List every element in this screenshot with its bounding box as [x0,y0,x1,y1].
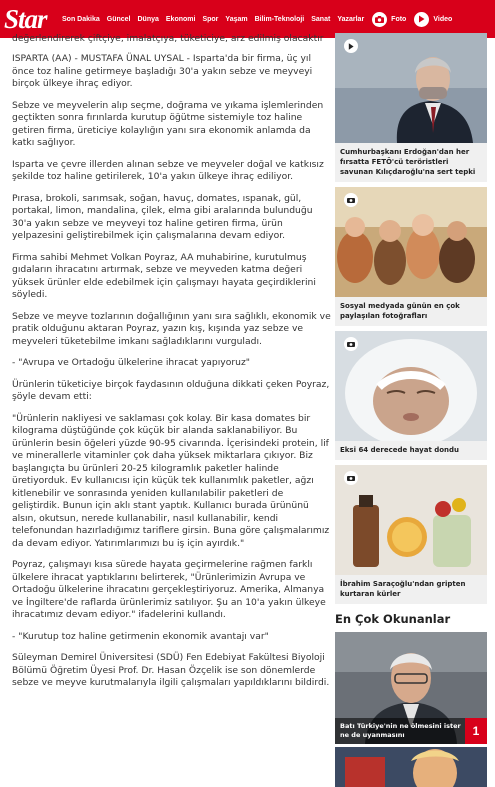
sidebar-news-card[interactable] [335,33,487,182]
nav-item-spor[interactable]: Spor [202,15,219,23]
article-paragraph: değerlendirerek çiftçiye, imalatçıya, tüketiciye, arz edilmiş olacaktır [12,33,324,44]
nav-item-video[interactable]: Video [433,15,453,23]
video-icon [344,39,358,53]
nav-item-yasam[interactable]: Yaşam [225,15,248,23]
news-photo[interactable] [335,187,487,297]
nav-item-ekonomi[interactable]: Ekonomi [165,15,196,23]
news-photo[interactable] [335,331,487,441]
nav-item-bilim-teknoloji[interactable]: Bilim-Teknoloji [254,15,305,23]
sidebar [335,33,487,787]
article-subheading: - "Avrupa ve Ortadoğu ülkelerine ihracat yapıyoruz" [12,357,251,368]
play-icon[interactable] [414,12,429,27]
nav-item-foto[interactable]: Foto [391,15,407,23]
article-paragraph: Sebze ve meyvelerin alıp seçme, doğrama ve yıkama işlemlerinden geçtikten sonra fırınlarda kurutup öğütme sistemiyle toz haline getiren firma, üreticiye kolaylığın yanı sıra ekonomik anlamda da katkı sağlıyor. [12,99,324,148]
news-card-caption[interactable]: Sosyal medyada günün en çok paylaşılan fotoğrafları [340,302,460,320]
news-photo[interactable] [335,465,487,575]
news-card-caption[interactable]: Cumhurbaşkanı Erdoğan'dan her fırsatta FETÖ'cü teröristleri savunan Kılıçdaroğlu'na sert tepki [340,148,476,176]
article-paragraph: Pırasa, brokoli, sarımsak, soğan, havuç, domates, ıspanak, gül, portakal, limon, mandalina, çilek, elma gibi aralarında bulunduğu 30'a yakın sebze ve meyveyi toz haline getiren firma, ürün yelpazesini geliştirebilmek için çalışmalarına devam ediyor. [12,192,313,241]
popular-news-item[interactable] [335,632,487,744]
article-paragraph: Poyraz, çalışmayı kısa sürede hayata geçirmelerine rağmen farklı ülkelere ihracat yaptıklarını belirterek, "Ürünlerimizin Avrupa ve Ortadoğu ülkelerine ihracatını gerçekleştiriyoruz. Amerika, Almanya ve İngiltere'de raflarda ürünlerimiz satılıyor. Şu an 10'a yakın ülkeye ihracatımız devam ediyor." ifadelerini kullandı. [12,559,326,620]
site-logo[interactable]: Star [4,4,47,34]
popular-news-item[interactable] [335,747,487,787]
popular-heading: En Çok Okunanlar [335,612,451,626]
article-paragraph: Firma sahibi Mehmet Volkan Poyraz, AA muhabirine, kurutulmuş gıdaların ihracatını artırmak, sebze ve meyveden katma değeri yüksek ürünler elde edebilmek için çalışmayı hayata geçirdiklerini söyledi. [12,251,316,300]
article-paragraph: Süleyman Demirel Üniversitesi (SDÜ) Fen Edebiyat Fakültesi Biyoloji Bölümü Öğretim Üyesi Prof. Dr. Hasan Özçelik ise son dönemlerde sebze ve meyve kurutmalarıyla ilgili çalışmaları yapıldıklarını bildirdi. [12,652,330,688]
sidebar-news-card[interactable] [335,465,487,604]
article-paragraph: Ürünlerin tüketiciye birçok faydasının olduğuna dikkati çeken Poyraz, şöyle devam etti: [12,378,330,402]
news-card-caption[interactable]: İbrahim Saraçoğlu'ndan gripten kurtaran kürler [340,580,466,598]
sidebar-news-card[interactable] [335,187,487,326]
article-body [12,33,332,699]
camera-icon [344,471,358,485]
nav-item-guncel[interactable]: Güncel [106,15,131,23]
news-photo[interactable] [335,33,487,143]
article-quote: "Ürünlerin nakliyesi ve saklaması çok kolay. Bir kasa domates bir kilograma düştüğünde çok küçük bir alanda saklanabiliyor. Bu ürünlerin besin öğeleri yüzde 90-95 civarında. İçerisindeki protein, lif ve minerallerle vitaminler çok daha yüksek miktarlara çıkıyor. Biz başlangıçta bu ürünleri 20-25 kilogramlık paketler halinde üretiyorduk. Ev kullanıcısı için küçük tek kullanımlık paketler, ağzı kitlenebilir ve sonrasında yeniden kullanılabilir paketleri de geliştirdik. Bunun için aklı stant yaptık. Kullanıcı burada ürününü alsın, okutsun, nerede kullanabilir, nasıl kullanabilir, kendi telefonundan hazırladığımız tariflere girsin. Buna göre çalışmalarımız da devam ediyor. Yatırımlarımızı bu iş için ayırdık." [12,412,330,549]
nav-item-sanat[interactable]: Sanat [311,15,331,23]
camera-icon [344,193,358,207]
popular-rank-badge: 1 [465,718,487,744]
news-card-caption[interactable]: Eksi 64 derecede hayat dondu [340,446,460,454]
camera-icon[interactable] [372,12,387,27]
popular-news-photo[interactable] [335,747,487,787]
article-subheading: - "Kurutup toz haline getirmenin ekonomik avantajı var" [12,630,269,642]
nav-item-son-dakika[interactable]: Son Dakika [62,15,100,23]
camera-icon [344,337,358,351]
article-paragraph: ISPARTA (AA) - MUSTAFA ÜNAL UYSAL - Isparta'da bir firma, üç yıl önce toz haline getirmeye başladığı 30'a yakın sebze ve meyveyi birçok ülkeye ihraç ediyor. [12,53,313,89]
nav-item-yazarlar[interactable]: Yazarlar [337,15,365,23]
sidebar-news-card[interactable] [335,331,487,460]
article-paragraph: Sebze ve meyve tozlarının doğallığının yanı sıra sağlıklı, ekonomik ve pratik olduğunu aktaran Poyraz, yazın kış, kışında yaz sebze ve meyveleri tüketebilme imkanı sağladıklarını vurguladı. [12,310,331,347]
popular-news-title[interactable]: Batı Türkiye'nin ne ölmesini ister ne de uyanmasını [335,718,487,744]
article-paragraph: Isparta ve çevre illerden alınan sebze ve meyveler doğal ve katkısız şekilde toz haline getirilerek, 10'a yakın ülkeye ihraç ediliyor. [12,158,324,182]
nav-item-dunya[interactable]: Dünya [137,15,159,23]
